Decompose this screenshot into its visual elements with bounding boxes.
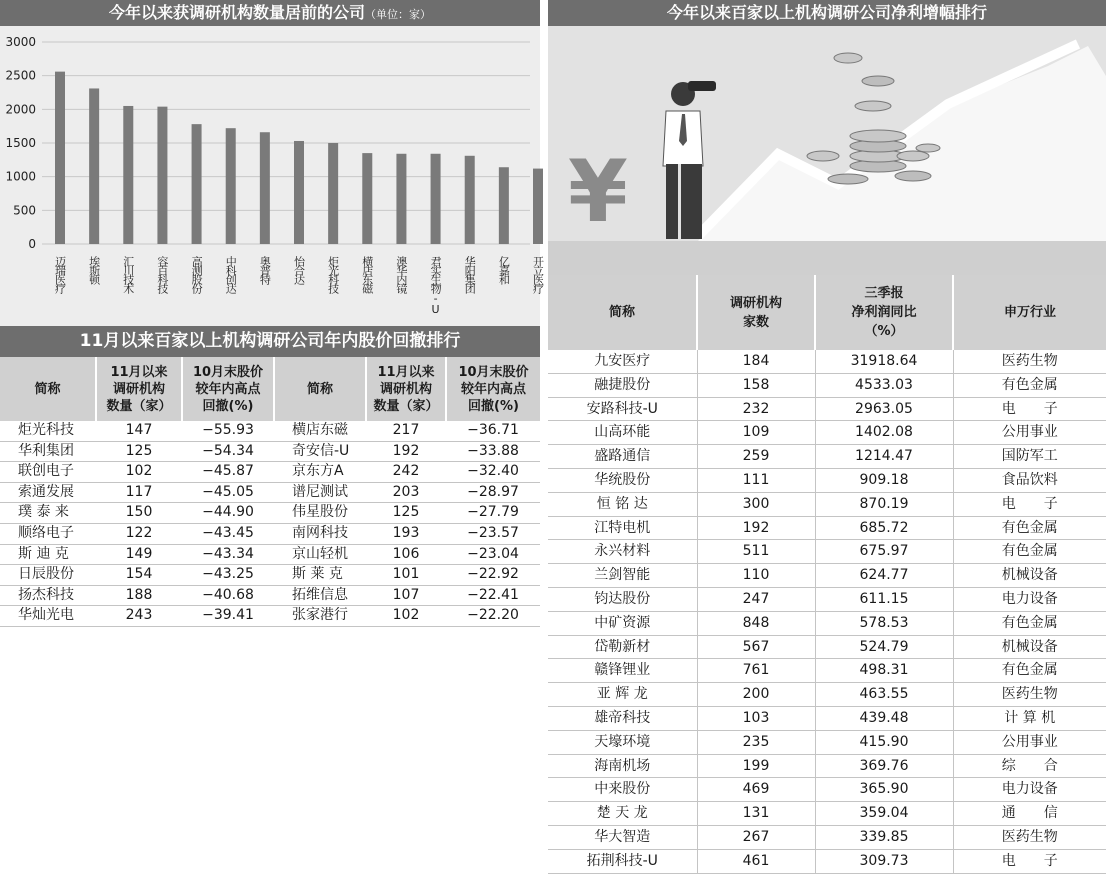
bar (362, 153, 372, 244)
cell-name: 恒 铭 达 (548, 492, 697, 516)
profit-table (548, 275, 1106, 874)
profit-title: 今年以来百家以上机构调研公司净利增幅排行 (666, 3, 987, 22)
cell-growth: 870.19 (815, 492, 953, 516)
header-name: 简称 (0, 357, 96, 421)
x-tick-label: 横店东磁 (360, 256, 374, 292)
cell-count: 267 (697, 825, 815, 849)
cell-name: 拓维信息 (274, 585, 366, 606)
drawdown-table (0, 357, 540, 627)
cell-name: 谱尼测试 (274, 482, 366, 503)
cell-industry: 电力设备 (953, 778, 1106, 802)
bar (89, 88, 99, 244)
cell-drawdown: −22.20 (446, 606, 540, 627)
x-tick-label: 炬光科技 (326, 256, 340, 292)
cell-growth: 909.18 (815, 468, 953, 492)
drawdown-title-bar (0, 326, 540, 357)
cell-industry: 医药生物 (953, 683, 1106, 707)
cell-growth: 524.79 (815, 635, 953, 659)
x-tick-label: 汇川技术 (121, 256, 135, 292)
chart-title-bar (0, 0, 540, 26)
cell-count: 193 (366, 523, 446, 544)
x-tick-label: 开立医疗 (531, 256, 545, 292)
cell-growth: 439.48 (815, 706, 953, 730)
cell-growth: 339.85 (815, 825, 953, 849)
cell-count: 109 (697, 421, 815, 445)
cell-industry: 国防军工 (953, 445, 1106, 469)
cell-growth: 31918.64 (815, 350, 953, 373)
cell-name: 雄帝科技 (548, 706, 697, 730)
cell-drawdown: −54.34 (182, 441, 274, 462)
cell-count: 235 (697, 730, 815, 754)
cell-name: 索通发展 (0, 482, 96, 503)
cell-name: 中来股份 (548, 778, 697, 802)
y-tick-label: 1000 (5, 169, 36, 184)
header-name: 简称 (548, 275, 697, 350)
bar (123, 106, 133, 244)
bar (294, 141, 304, 244)
cell-name: 璞 泰 来 (0, 503, 96, 524)
cell-count: 192 (697, 516, 815, 540)
y-tick-label: 2000 (5, 102, 36, 117)
cell-name: 钧达股份 (548, 587, 697, 611)
cell-name: 盛路通信 (548, 445, 697, 469)
table-row (548, 683, 1106, 707)
cell-drawdown: −33.88 (446, 441, 540, 462)
cell-name: 伟星股份 (274, 503, 366, 524)
bar (465, 156, 475, 244)
cell-drawdown: −23.57 (446, 523, 540, 544)
table-row (0, 565, 540, 586)
cell-industry: 公用事业 (953, 421, 1106, 445)
x-tick-label: 高测股份 (190, 256, 204, 292)
cell-name: 安路科技-U (548, 397, 697, 421)
x-tick-label: 中科创达 (224, 256, 238, 292)
table-row (0, 585, 540, 606)
cell-drawdown: −36.71 (446, 421, 540, 441)
cell-name: 海南机场 (548, 754, 697, 778)
cell-industry: 机械设备 (953, 635, 1106, 659)
cell-name: 奇安信-U (274, 441, 366, 462)
y-tick-label: 0 (28, 237, 36, 251)
table-row (548, 849, 1106, 873)
cell-name: 京东方A (274, 462, 366, 483)
cell-growth: 611.15 (815, 587, 953, 611)
cell-drawdown: −45.87 (182, 462, 274, 483)
bar-chart (0, 26, 545, 326)
cell-growth: 359.04 (815, 802, 953, 826)
table-row (548, 825, 1106, 849)
header-drawdown: 10月末股价 较年内高点 回撤(%) (182, 357, 274, 421)
table-row (548, 445, 1106, 469)
cell-name: 斯 迪 克 (0, 544, 96, 565)
cell-name: 日辰股份 (0, 565, 96, 586)
cell-industry: 公用事业 (953, 730, 1106, 754)
cell-growth: 624.77 (815, 564, 953, 588)
cell-drawdown: −22.41 (446, 585, 540, 606)
cell-industry: 有色金属 (953, 540, 1106, 564)
cell-name: 京山轻机 (274, 544, 366, 565)
cell-count: 149 (96, 544, 182, 565)
cell-count: 125 (96, 441, 182, 462)
table-row (0, 523, 540, 544)
cell-growth: 463.55 (815, 683, 953, 707)
table-row (548, 397, 1106, 421)
table-row (0, 441, 540, 462)
x-tick-label: 怡合达 (292, 256, 306, 283)
table-row (548, 635, 1106, 659)
table-row (548, 540, 1106, 564)
table-row (548, 516, 1106, 540)
bar (55, 72, 65, 244)
cell-count: 217 (366, 421, 446, 441)
cell-drawdown: −39.41 (182, 606, 274, 627)
cell-name: 华利集团 (0, 441, 96, 462)
cell-count: 761 (697, 659, 815, 683)
cell-count: 192 (366, 441, 446, 462)
y-tick-label: 1500 (5, 136, 36, 150)
table-row (0, 462, 540, 483)
cell-name: 南网科技 (274, 523, 366, 544)
yen-symbol: ¥ (568, 142, 628, 242)
header-name-2: 简称 (274, 357, 366, 421)
cell-count: 131 (697, 802, 815, 826)
cell-name: 炬光科技 (0, 421, 96, 441)
x-tick-label: 亿嘉和 (497, 256, 511, 283)
table-row (0, 421, 540, 441)
chart-title: 今年以来获调研机构数量居前的公司 (108, 3, 365, 22)
cell-industry: 机械设备 (953, 564, 1106, 588)
cell-name: 楚 天 龙 (548, 802, 697, 826)
header-industry: 申万行业 (953, 275, 1106, 350)
cell-name: 融捷股份 (548, 373, 697, 397)
table-row (0, 482, 540, 503)
x-tick-label: 澳华内镜 (394, 256, 408, 292)
table-row (548, 350, 1106, 373)
bar-chart-svg (0, 26, 545, 326)
table-row (548, 778, 1106, 802)
cell-industry: 电力设备 (953, 587, 1106, 611)
cell-name: 张家港行 (274, 606, 366, 627)
chart-unit: （单位：家） (365, 8, 431, 21)
cell-name: 华灿光电 (0, 606, 96, 627)
cell-industry: 医药生物 (953, 350, 1106, 373)
cell-count: 232 (697, 397, 815, 421)
table-row (548, 659, 1106, 683)
cell-count: 110 (697, 564, 815, 588)
x-tick-label: 奥普特 (258, 256, 272, 283)
cell-industry: 医药生物 (953, 825, 1106, 849)
cell-name: 拓荆科技-U (548, 849, 697, 873)
x-tick-label: 容百科技 (155, 256, 169, 292)
cell-count: 300 (697, 492, 815, 516)
cell-industry: 电 子 (953, 492, 1106, 516)
table-row (548, 373, 1106, 397)
cell-count: 154 (96, 565, 182, 586)
table-row (0, 503, 540, 524)
cell-count: 200 (697, 683, 815, 707)
cell-count: 848 (697, 611, 815, 635)
cell-name: 永兴材料 (548, 540, 697, 564)
bar (431, 154, 441, 244)
cell-name: 华统股份 (548, 468, 697, 492)
table-row (548, 492, 1106, 516)
cell-name: 顺络电子 (0, 523, 96, 544)
drawdown-title: 11月以来百家以上机构调研公司年内股价回撤排行 (79, 331, 461, 351)
cell-drawdown: −32.40 (446, 462, 540, 483)
cell-growth: 498.31 (815, 659, 953, 683)
cell-count: 243 (96, 606, 182, 627)
header-growth: 三季报 净利润同比 （%） (815, 275, 953, 350)
table-row (548, 587, 1106, 611)
cell-name: 中矿资源 (548, 611, 697, 635)
cell-count: 247 (697, 587, 815, 611)
table-row (0, 544, 540, 565)
table-row (548, 706, 1106, 730)
cell-growth: 1214.47 (815, 445, 953, 469)
cell-name: 斯 莱 克 (274, 565, 366, 586)
cell-growth: 578.53 (815, 611, 953, 635)
cell-name: 江特电机 (548, 516, 697, 540)
cell-name: 华大智造 (548, 825, 697, 849)
cell-drawdown: −44.90 (182, 503, 274, 524)
businessman-with-telescope-icon (663, 81, 716, 239)
cell-count: 188 (96, 585, 182, 606)
bar (157, 107, 167, 244)
x-tick-label: 埃斯顿 (87, 256, 101, 283)
cell-growth: 675.97 (815, 540, 953, 564)
cell-industry: 有色金属 (953, 373, 1106, 397)
drawdown-header-row (0, 357, 540, 421)
cell-count: 469 (697, 778, 815, 802)
cell-drawdown: −22.92 (446, 565, 540, 586)
table-row (548, 754, 1106, 778)
table-row (548, 564, 1106, 588)
cell-industry: 计 算 机 (953, 706, 1106, 730)
cell-count: 242 (366, 462, 446, 483)
cell-count: 511 (697, 540, 815, 564)
cell-name: 赣锋锂业 (548, 659, 697, 683)
bar (396, 154, 406, 244)
profit-header-row (548, 275, 1106, 350)
cell-count: 184 (697, 350, 815, 373)
cell-name: 扬杰科技 (0, 585, 96, 606)
profit-title-bar (548, 0, 1106, 26)
cell-name: 九安医疗 (548, 350, 697, 373)
cell-count: 150 (96, 503, 182, 524)
cell-growth: 415.90 (815, 730, 953, 754)
cell-industry: 有色金属 (953, 659, 1106, 683)
x-tick-label: 君实生物-U (429, 256, 443, 314)
cell-drawdown: −43.45 (182, 523, 274, 544)
cell-count: 158 (697, 373, 815, 397)
bar (260, 132, 270, 244)
cell-name: 兰剑智能 (548, 564, 697, 588)
cell-count: 122 (96, 523, 182, 544)
cell-count: 567 (697, 635, 815, 659)
cell-count: 117 (96, 482, 182, 503)
table-row (548, 421, 1106, 445)
cell-industry: 电 子 (953, 397, 1106, 421)
cell-drawdown: −43.34 (182, 544, 274, 565)
cell-name: 岱勒新材 (548, 635, 697, 659)
bar (192, 124, 202, 244)
cell-count: 147 (96, 421, 182, 441)
cell-name: 天壕环境 (548, 730, 697, 754)
growth-illustration (548, 26, 1106, 275)
cell-count: 125 (366, 503, 446, 524)
cell-name: 山高环能 (548, 421, 697, 445)
cell-count: 199 (697, 754, 815, 778)
table-row (548, 730, 1106, 754)
cell-industry: 综 合 (953, 754, 1106, 778)
cell-count: 102 (366, 606, 446, 627)
table-row (548, 468, 1106, 492)
x-tick-label: 华阳集团 (463, 256, 477, 292)
cell-growth: 4533.03 (815, 373, 953, 397)
bar (328, 143, 338, 244)
x-tick-label: 迈瑞医疗 (53, 256, 67, 292)
cell-drawdown: −40.68 (182, 585, 274, 606)
cell-count: 103 (697, 706, 815, 730)
cell-drawdown: −27.79 (446, 503, 540, 524)
cell-count: 106 (366, 544, 446, 565)
y-tick-label: 2500 (5, 68, 36, 83)
header-count: 调研机构 家数 (697, 275, 815, 350)
cell-industry: 食品饮料 (953, 468, 1106, 492)
table-row (0, 606, 540, 627)
cell-industry: 电 子 (953, 849, 1106, 873)
cell-industry: 有色金属 (953, 516, 1106, 540)
cell-drawdown: −45.05 (182, 482, 274, 503)
header-drawdown-2: 10月末股价 较年内高点 回撤(%) (446, 357, 540, 421)
cell-count: 259 (697, 445, 815, 469)
bar (226, 128, 236, 244)
cell-name: 亚 辉 龙 (548, 683, 697, 707)
cell-count: 102 (96, 462, 182, 483)
cell-growth: 1402.08 (815, 421, 953, 445)
cell-count: 461 (697, 849, 815, 873)
cell-growth: 685.72 (815, 516, 953, 540)
cell-industry: 有色金属 (953, 611, 1106, 635)
cell-count: 107 (366, 585, 446, 606)
cell-name: 横店东磁 (274, 421, 366, 441)
cell-count: 101 (366, 565, 446, 586)
illustration-svg (548, 26, 1106, 275)
cell-drawdown: −55.93 (182, 421, 274, 441)
cell-growth: 369.76 (815, 754, 953, 778)
cell-name: 联创电子 (0, 462, 96, 483)
cell-drawdown: −23.04 (446, 544, 540, 565)
header-count-2: 11月以来 调研机构 数量（家） (366, 357, 446, 421)
header-count: 11月以来 调研机构 数量（家） (96, 357, 182, 421)
cell-industry: 通 信 (953, 802, 1106, 826)
y-tick-label: 500 (13, 203, 36, 218)
cell-growth: 365.90 (815, 778, 953, 802)
bar (533, 169, 543, 244)
y-tick-label: 3000 (5, 35, 36, 49)
cell-drawdown: −43.25 (182, 565, 274, 586)
cell-drawdown: −28.97 (446, 482, 540, 503)
table-row (548, 611, 1106, 635)
cell-count: 203 (366, 482, 446, 503)
cell-growth: 2963.05 (815, 397, 953, 421)
bar (499, 167, 509, 244)
table-row (548, 802, 1106, 826)
cell-growth: 309.73 (815, 849, 953, 873)
cell-count: 111 (697, 468, 815, 492)
